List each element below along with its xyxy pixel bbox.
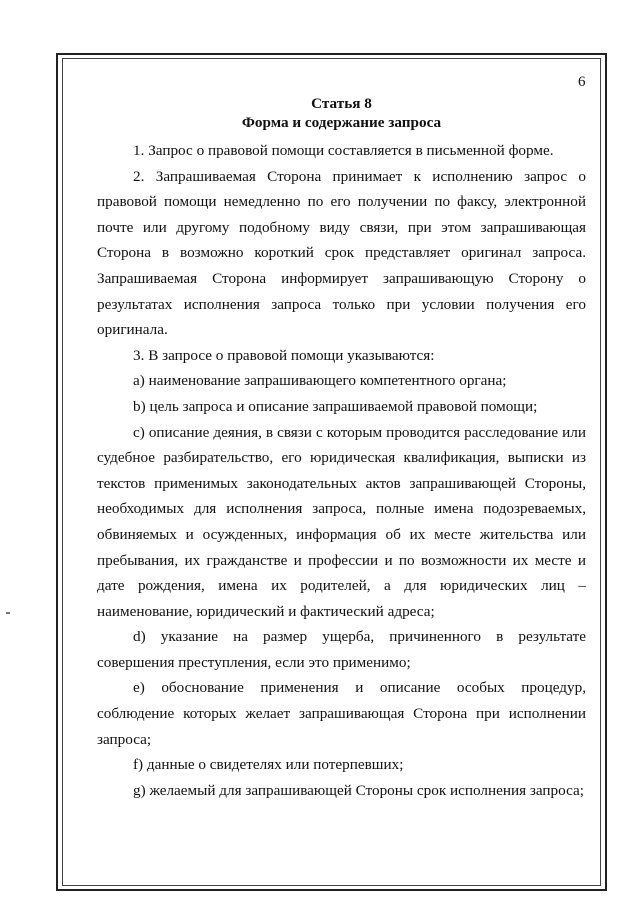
list-item: а) наименование запрашивающего компетентного органа; (133, 372, 507, 390)
list-item: b) цель запроса и описание запрашиваемой правовой помощи; (133, 397, 538, 415)
paragraph: 1. Запрос о правовой помощи составляется в письменной форме. (133, 142, 554, 159)
article-number: Статья 8 (311, 95, 372, 112)
list-item: g) желаемый для запрашивающей Стороны срок исполнения запроса; (133, 781, 584, 799)
scan-mark (6, 612, 10, 614)
list-item: c) описание деяния, в связи с которым проводится расследование или судебное разбирательство, его юридическая квалификация, выписки из текстов применимых законодательных актов запрашивающей Стороны, необходимых для исполнения запроса, полные имена подозреваемых, обвиняемых и осужденных, информация об их месте жительства или пребывания, их гражданстве и профессии и по возможности их месте и дате рождения, имена их родителей, а для юридических лиц – наименование, юридический и фактический адреса; (97, 423, 586, 620)
paragraph: 2. Запрашиваемая Сторона принимает к исполнению запрос о правовой помощи немедленно по его получении по факсу, электронной почте или другому подобному виду связи, при этом запрашивающая Сторона в возможно короткий срок представляет оригинал запроса. Запрашиваемая Сторона информирует запрашивающую Сторону о результатах исполнения запроса только при условии получения его оригинала. (97, 167, 586, 339)
document-body (97, 94, 586, 803)
list-item: f) данные о свидетелях или потерпевших; (133, 756, 404, 774)
paragraph: 3. В запросе о правовой помощи указываются: (133, 346, 435, 364)
article-title: Форма и содержание запроса (241, 114, 442, 131)
list-item: d) указание на размер ущерба, причиненного в результате совершения преступления, если это применимо; (97, 628, 586, 671)
list-item: e) обоснование применения и описание особых процедур, соблюдение которых желает запрашивающая Сторона при исполнении запроса; (97, 679, 586, 748)
page-number: 6 (578, 74, 586, 90)
